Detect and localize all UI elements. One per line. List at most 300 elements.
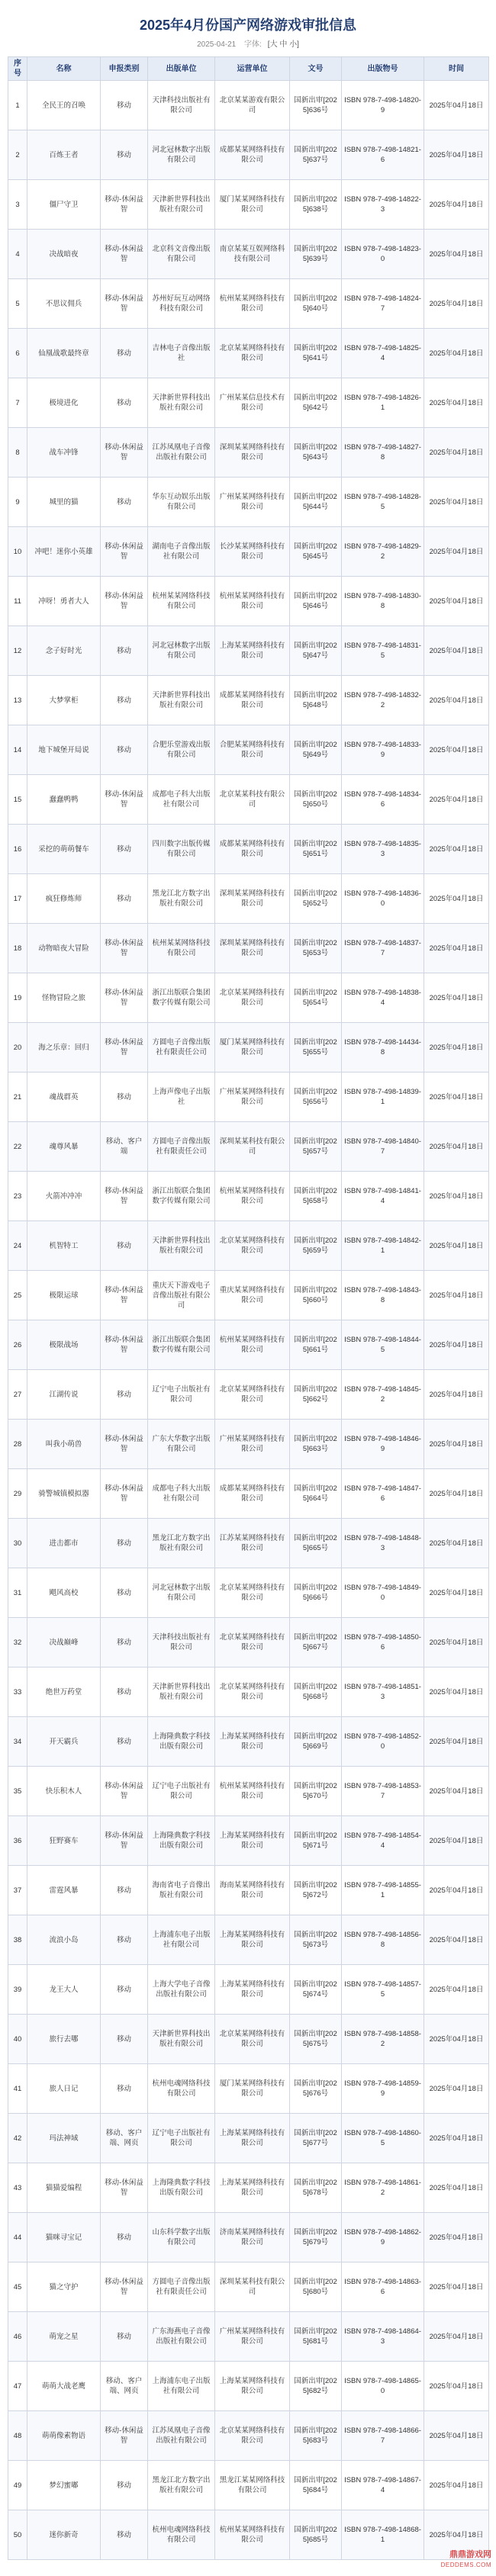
col-name-cell: 全民王的召唤 (27, 81, 101, 130)
table-row (8, 2163, 489, 2213)
col-approval-number-cell: 国新出审[2025]665号 (290, 1519, 342, 1568)
col-operator-cell: 广州某某网络科技有限公司 (215, 2312, 290, 2362)
col-publication-number-cell: ISBN 978-7-498-14840-7 (342, 1122, 424, 1172)
col-publisher-cell: 苏州好玩互动网络科技有限公司 (148, 279, 215, 329)
col-approval-number-cell: 国新出审[2025]643号 (290, 428, 342, 478)
col-date-cell: 2025年04月18日 (424, 1866, 489, 1915)
col-approval-number-cell: 国新出审[2025]662号 (290, 1370, 342, 1420)
col-index-cell: 50 (8, 2510, 27, 2560)
col-operator-cell: 厦门某某网络科技有限公司 (215, 1023, 290, 1073)
col-publication-number-cell: ISBN 978-7-498-14838-4 (342, 973, 424, 1023)
col-operator-cell: 杭州某某网络科技有限公司 (215, 1172, 290, 1221)
col-name-cell: 极限运球 (27, 1271, 101, 1320)
col-category-cell: 移动、客户端 (101, 1122, 148, 1172)
col-category-cell: 移动-休闲益智 (101, 577, 148, 626)
table-row (8, 874, 489, 924)
col-publication-number-cell: ISBN 978-7-498-14821-6 (342, 130, 424, 180)
col-category-cell: 移动-休闲益智 (101, 924, 148, 973)
col-date-cell: 2025年04月18日 (424, 2461, 489, 2510)
col-index-cell: 27 (8, 1370, 27, 1420)
col-operator-cell: 广州某某网络科技有限公司 (215, 1420, 290, 1469)
col-name-cell: 猫猫爱编程 (27, 2163, 101, 2213)
col-name-cell: 冲吧！迷你小英雄 (27, 527, 101, 577)
table-row (8, 924, 489, 973)
col-category-cell: 移动 (101, 1915, 148, 1965)
col-publisher-cell: 浙江出版联合集团数字传媒有限公司 (148, 1320, 215, 1370)
col-name-cell: 魂尊风暴 (27, 1122, 101, 1172)
col-publisher-cell: 天津新世界科技出版社有限公司 (148, 676, 215, 725)
table-row (8, 1122, 489, 1172)
col-publication-number-cell: ISBN 978-7-498-14842-1 (342, 1221, 424, 1271)
col-operator-cell: 北京某某游戏有限公司 (215, 81, 290, 130)
col-index-cell: 37 (8, 1866, 27, 1915)
col-category-cell: 移动-休闲益智 (101, 973, 148, 1023)
col-publisher-cell: 天津新世界科技出版社有限公司 (148, 180, 215, 230)
col-approval-number-cell: 国新出审[2025]672号 (290, 1866, 342, 1915)
col-index-cell: 47 (8, 2362, 27, 2411)
col-operator-cell: 深圳某某网络科技有限公司 (215, 874, 290, 924)
table-row (8, 180, 489, 230)
col-publication-number-cell: ISBN 978-7-498-14866-7 (342, 2411, 424, 2461)
col-name-cell: 旅行去哪 (27, 2015, 101, 2064)
header-col-operator: 运营单位 (215, 57, 290, 81)
col-operator-cell: 广州某某网络科技有限公司 (215, 1073, 290, 1122)
col-publisher-cell: 广东海燕电子音像出版社有限公司 (148, 2312, 215, 2362)
col-publication-number-cell: ISBN 978-7-498-14847-6 (342, 1469, 424, 1519)
col-index-cell: 21 (8, 1073, 27, 1122)
col-index-cell: 48 (8, 2411, 27, 2461)
col-index-cell: 15 (8, 775, 27, 825)
col-date-cell: 2025年04月18日 (424, 527, 489, 577)
col-category-cell: 移动 (101, 1618, 148, 1667)
col-name-cell: 冲呀！勇者大人 (27, 577, 101, 626)
col-name-cell: 蠢蠢鸭鸭 (27, 775, 101, 825)
header-col-category: 申报类别 (101, 57, 148, 81)
col-approval-number-cell: 国新出审[2025]666号 (290, 1568, 342, 1618)
font-size-label: 字体: (244, 40, 262, 49)
col-date-cell: 2025年04月18日 (424, 1767, 489, 1816)
col-date-cell: 2025年04月18日 (424, 973, 489, 1023)
col-publication-number-cell: ISBN 978-7-498-14851-3 (342, 1667, 424, 1717)
table-row (8, 676, 489, 725)
col-publication-number-cell: ISBN 978-7-498-14829-2 (342, 527, 424, 577)
col-index-cell: 39 (8, 1965, 27, 2015)
col-date-cell: 2025年04月18日 (424, 329, 489, 378)
col-date-cell: 2025年04月18日 (424, 1122, 489, 1172)
col-date-cell: 2025年04月18日 (424, 1073, 489, 1122)
col-publication-number-cell: ISBN 978-7-498-14852-0 (342, 1717, 424, 1767)
col-date-cell: 2025年04月18日 (424, 279, 489, 329)
col-approval-number-cell: 国新出审[2025]663号 (290, 1420, 342, 1469)
table-row (8, 1915, 489, 1965)
col-publisher-cell: 海南省电子音像出版社有限公司 (148, 1866, 215, 1915)
table-row (8, 1767, 489, 1816)
col-approval-number-cell: 国新出审[2025]651号 (290, 825, 342, 874)
col-publisher-cell: 上海浦东电子出版社有限公司 (148, 2362, 215, 2411)
col-publisher-cell: 天津科技出版社有限公司 (148, 1618, 215, 1667)
col-index-cell: 40 (8, 2015, 27, 2064)
col-publication-number-cell: ISBN 978-7-498-14846-9 (342, 1420, 424, 1469)
col-operator-cell: 北京某某网络科技有限公司 (215, 1568, 290, 1618)
col-category-cell: 移动-休闲益智 (101, 1172, 148, 1221)
col-name-cell: 仙凰战歌最终章 (27, 329, 101, 378)
col-approval-number-cell: 国新出审[2025]676号 (290, 2064, 342, 2114)
col-approval-number-cell: 国新出审[2025]654号 (290, 973, 342, 1023)
col-publication-number-cell: ISBN 978-7-498-14856-8 (342, 1915, 424, 1965)
col-index-cell: 36 (8, 1816, 27, 1866)
col-category-cell: 移动-休闲益智 (101, 1469, 148, 1519)
col-date-cell: 2025年04月18日 (424, 725, 489, 775)
table-row (8, 428, 489, 478)
table-header-row (8, 57, 489, 81)
table-row (8, 1965, 489, 2015)
table-row (8, 1816, 489, 1866)
col-approval-number-cell: 国新出审[2025]678号 (290, 2163, 342, 2213)
col-publication-number-cell: ISBN 978-7-498-14836-0 (342, 874, 424, 924)
col-date-cell: 2025年04月18日 (424, 378, 489, 428)
col-category-cell: 移动-休闲益智 (101, 180, 148, 230)
col-operator-cell: 北京某某网络科技有限公司 (215, 1667, 290, 1717)
table-row (8, 1370, 489, 1420)
col-approval-number-cell: 国新出审[2025]684号 (290, 2461, 342, 2510)
col-operator-cell: 深圳某某科技有限公司 (215, 2262, 290, 2312)
col-approval-number-cell: 国新出审[2025]683号 (290, 2411, 342, 2461)
col-operator-cell: 深圳某某网络科技有限公司 (215, 428, 290, 478)
col-date-cell: 2025年04月18日 (424, 1915, 489, 1965)
col-publisher-cell: 成都电子科大出版社有限公司 (148, 1469, 215, 1519)
col-publication-number-cell: ISBN 978-7-498-14844-5 (342, 1320, 424, 1370)
col-index-cell: 43 (8, 2163, 27, 2213)
col-name-cell: 迷你新奇 (27, 2510, 101, 2560)
col-operator-cell: 上海某某网络科技有限公司 (215, 1915, 290, 1965)
col-name-cell: 开天霸兵 (27, 1717, 101, 1767)
col-publication-number-cell: ISBN 978-7-498-14867-4 (342, 2461, 424, 2510)
col-date-cell: 2025年04月18日 (424, 130, 489, 180)
col-operator-cell: 长沙某某网络科技有限公司 (215, 527, 290, 577)
approval-table (8, 56, 489, 2560)
col-name-cell: 雷霆风暴 (27, 1866, 101, 1915)
col-publisher-cell: 杭州某某网络科技有限公司 (148, 924, 215, 973)
col-date-cell: 2025年04月18日 (424, 2312, 489, 2362)
col-approval-number-cell: 国新出审[2025]657号 (290, 1122, 342, 1172)
col-publisher-cell: 方圆电子音像出版社有限责任公司 (148, 2262, 215, 2312)
col-publication-number-cell: ISBN 978-7-498-14841-4 (342, 1172, 424, 1221)
table-row (8, 378, 489, 428)
col-index-cell: 11 (8, 577, 27, 626)
col-operator-cell: 北京某某网络科技有限公司 (215, 1370, 290, 1420)
table-row (8, 2114, 489, 2163)
col-operator-cell: 北京某某网络科技有限公司 (215, 2411, 290, 2461)
col-index-cell: 28 (8, 1420, 27, 1469)
col-index-cell: 17 (8, 874, 27, 924)
col-operator-cell: 杭州某某网络科技有限公司 (215, 1767, 290, 1816)
col-category-cell: 移动 (101, 2510, 148, 2560)
col-date-cell: 2025年04月18日 (424, 676, 489, 725)
table-row (8, 626, 489, 676)
col-name-cell: 江湖传说 (27, 1370, 101, 1420)
table-row (8, 478, 489, 527)
col-index-cell: 41 (8, 2064, 27, 2114)
col-date-cell: 2025年04月18日 (424, 775, 489, 825)
col-publisher-cell: 河北冠林数字出版有限公司 (148, 626, 215, 676)
col-publication-number-cell: ISBN 978-7-498-14854-4 (342, 1816, 424, 1866)
col-publisher-cell: 黑龙江北方数字出版社有限公司 (148, 2461, 215, 2510)
table-row (8, 1073, 489, 1122)
col-date-cell: 2025年04月18日 (424, 2015, 489, 2064)
col-publisher-cell: 重庆天下游戏电子音像出版社有限公司 (148, 1271, 215, 1320)
col-date-cell: 2025年04月18日 (424, 2114, 489, 2163)
table-row (8, 973, 489, 1023)
col-publication-number-cell: ISBN 978-7-498-14434-8 (342, 1023, 424, 1073)
col-publication-number-cell: ISBN 978-7-498-14822-3 (342, 180, 424, 230)
table-row (8, 1172, 489, 1221)
col-publication-number-cell: ISBN 978-7-498-14833-9 (342, 725, 424, 775)
col-date-cell: 2025年04月18日 (424, 478, 489, 527)
col-publication-number-cell: ISBN 978-7-498-14853-7 (342, 1767, 424, 1816)
col-date-cell: 2025年04月18日 (424, 2213, 489, 2262)
col-publisher-cell: 北京科文音像出版有限公司 (148, 230, 215, 279)
col-category-cell: 移动 (101, 2312, 148, 2362)
col-publisher-cell: 杭州某某网络科技有限公司 (148, 577, 215, 626)
col-operator-cell: 黑龙江某某网络科技有限公司 (215, 2461, 290, 2510)
col-index-cell: 3 (8, 180, 27, 230)
col-approval-number-cell: 国新出审[2025]677号 (290, 2114, 342, 2163)
col-category-cell: 移动 (101, 626, 148, 676)
col-approval-number-cell: 国新出审[2025]664号 (290, 1469, 342, 1519)
col-publication-number-cell: ISBN 978-7-498-14861-2 (342, 2163, 424, 2213)
col-name-cell: 魂战群英 (27, 1073, 101, 1122)
col-name-cell: 百炼王者 (27, 130, 101, 180)
table-row (8, 329, 489, 378)
header-col-index: 序号 (8, 57, 27, 81)
col-operator-cell: 上海某某网络科技有限公司 (215, 626, 290, 676)
col-approval-number-cell: 国新出审[2025]685号 (290, 2510, 342, 2560)
col-name-cell: 僵尸守卫 (27, 180, 101, 230)
col-name-cell: 机智特工 (27, 1221, 101, 1271)
table-row (8, 2461, 489, 2510)
col-approval-number-cell: 国新出审[2025]647号 (290, 626, 342, 676)
col-name-cell: 旅人日记 (27, 2064, 101, 2114)
col-category-cell: 移动 (101, 2461, 148, 2510)
col-approval-number-cell: 国新出审[2025]648号 (290, 676, 342, 725)
col-operator-cell: 海南某某网络科技有限公司 (215, 1866, 290, 1915)
col-date-cell: 2025年04月18日 (424, 1568, 489, 1618)
col-publication-number-cell: ISBN 978-7-498-14855-1 (342, 1866, 424, 1915)
table-row (8, 2213, 489, 2262)
col-publication-number-cell: ISBN 978-7-498-14839-1 (342, 1073, 424, 1122)
approval-table-container (8, 56, 488, 2560)
table-row (8, 279, 489, 329)
col-operator-cell: 上海某某网络科技有限公司 (215, 2114, 290, 2163)
col-approval-number-cell: 国新出审[2025]649号 (290, 725, 342, 775)
col-operator-cell: 上海某某网络科技有限公司 (215, 1816, 290, 1866)
col-category-cell: 移动 (101, 1717, 148, 1767)
col-date-cell: 2025年04月18日 (424, 825, 489, 874)
col-approval-number-cell: 国新出审[2025]652号 (290, 874, 342, 924)
col-publisher-cell: 杭州电魂网络科技有限公司 (148, 2064, 215, 2114)
col-publication-number-cell: ISBN 978-7-498-14865-0 (342, 2362, 424, 2411)
table-row (8, 825, 489, 874)
col-category-cell: 移动 (101, 676, 148, 725)
col-category-cell: 移动-休闲益智 (101, 1420, 148, 1469)
table-row (8, 2510, 489, 2560)
col-publisher-cell: 天津新世界科技出版社有限公司 (148, 2015, 215, 2064)
col-operator-cell: 厦门某某网络科技有限公司 (215, 2064, 290, 2114)
table-row (8, 1618, 489, 1667)
header-col-publisher: 出版单位 (148, 57, 215, 81)
col-date-cell: 2025年04月18日 (424, 626, 489, 676)
col-date-cell: 2025年04月18日 (424, 2411, 489, 2461)
col-name-cell: 极限战场 (27, 1320, 101, 1370)
col-publisher-cell: 杭州电魂网络科技有限公司 (148, 2510, 215, 2560)
col-approval-number-cell: 国新出审[2025]650号 (290, 775, 342, 825)
col-date-cell: 2025年04月18日 (424, 1271, 489, 1320)
site-watermark (441, 2550, 491, 2570)
col-index-cell: 31 (8, 1568, 27, 1618)
col-category-cell: 移动 (101, 1866, 148, 1915)
col-category-cell: 移动-休闲益智 (101, 775, 148, 825)
col-date-cell: 2025年04月18日 (424, 81, 489, 130)
col-publication-number-cell: ISBN 978-7-498-14858-2 (342, 2015, 424, 2064)
col-date-cell: 2025年04月18日 (424, 230, 489, 279)
col-index-cell: 4 (8, 230, 27, 279)
col-index-cell: 33 (8, 1667, 27, 1717)
header-col-date: 时间 (424, 57, 489, 81)
col-publisher-cell: 河北冠林数字出版有限公司 (148, 1568, 215, 1618)
table-row (8, 775, 489, 825)
col-approval-number-cell: 国新出审[2025]675号 (290, 2015, 342, 2064)
table-row (8, 1420, 489, 1469)
col-date-cell: 2025年04月18日 (424, 1172, 489, 1221)
col-date-cell: 2025年04月18日 (424, 1816, 489, 1866)
col-publication-number-cell: ISBN 978-7-498-14837-7 (342, 924, 424, 973)
col-name-cell: 决战巅峰 (27, 1618, 101, 1667)
col-publication-number-cell: ISBN 978-7-498-14824-7 (342, 279, 424, 329)
col-publisher-cell: 辽宁电子出版社有限公司 (148, 1370, 215, 1420)
page-meta (0, 40, 496, 50)
col-category-cell: 移动 (101, 2213, 148, 2262)
col-publication-number-cell: ISBN 978-7-498-14857-5 (342, 1965, 424, 2015)
table-row (8, 725, 489, 775)
col-publication-number-cell: ISBN 978-7-498-14835-3 (342, 825, 424, 874)
col-date-cell: 2025年04月18日 (424, 2262, 489, 2312)
col-date-cell: 2025年04月18日 (424, 1420, 489, 1469)
col-category-cell: 移动 (101, 874, 148, 924)
col-operator-cell: 成都某某网络科技有限公司 (215, 1469, 290, 1519)
col-name-cell: 绝世万药堂 (27, 1667, 101, 1717)
col-date-cell: 2025年04月18日 (424, 1519, 489, 1568)
col-approval-number-cell: 国新出审[2025]653号 (290, 924, 342, 973)
col-publisher-cell: 上海隆典数字科技出版有限公司 (148, 1816, 215, 1866)
col-category-cell: 移动-休闲益智 (101, 2411, 148, 2461)
col-publication-number-cell: ISBN 978-7-498-14826-1 (342, 378, 424, 428)
col-approval-number-cell: 国新出审[2025]658号 (290, 1172, 342, 1221)
col-index-cell: 42 (8, 2114, 27, 2163)
table-row (8, 1568, 489, 1618)
col-operator-cell: 合肥某某网络科技有限公司 (215, 725, 290, 775)
col-index-cell: 2 (8, 130, 27, 180)
col-index-cell: 35 (8, 1767, 27, 1816)
col-category-cell: 移动-休闲益智 (101, 1023, 148, 1073)
col-name-cell: 城里的猫 (27, 478, 101, 527)
col-category-cell: 移动-休闲益智 (101, 2262, 148, 2312)
col-index-cell: 13 (8, 676, 27, 725)
col-index-cell: 12 (8, 626, 27, 676)
col-operator-cell: 厦门某某网络科技有限公司 (215, 180, 290, 230)
col-name-cell: 大梦掌柜 (27, 676, 101, 725)
col-publisher-cell: 方圆电子音像出版社有限责任公司 (148, 1122, 215, 1172)
col-name-cell: 梦幻蜜嘟 (27, 2461, 101, 2510)
col-publisher-cell: 上海大学电子音像出版社有限公司 (148, 1965, 215, 2015)
col-approval-number-cell: 国新出审[2025]637号 (290, 130, 342, 180)
col-publisher-cell: 辽宁电子出版社有限公司 (148, 1767, 215, 1816)
col-publisher-cell: 湖南电子音像出版社有限公司 (148, 527, 215, 577)
col-index-cell: 30 (8, 1519, 27, 1568)
font-size-toggle[interactable]: [大 中 小] (267, 40, 299, 49)
col-operator-cell: 杭州某某网络科技有限公司 (215, 577, 290, 626)
col-index-cell: 19 (8, 973, 27, 1023)
col-category-cell: 移动-休闲益智 (101, 527, 148, 577)
col-publisher-cell: 浙江出版联合集团数字传媒有限公司 (148, 1172, 215, 1221)
header-col-name: 名称 (27, 57, 101, 81)
col-publication-number-cell: ISBN 978-7-498-14834-6 (342, 775, 424, 825)
col-publisher-cell: 华东互动娱乐出版有限公司 (148, 478, 215, 527)
col-publication-number-cell: ISBN 978-7-498-14859-9 (342, 2064, 424, 2114)
col-category-cell: 移动 (101, 1221, 148, 1271)
table-body (8, 81, 489, 2560)
col-operator-cell: 广州某某信息技术有限公司 (215, 378, 290, 428)
col-name-cell: 疯狂修炼师 (27, 874, 101, 924)
col-index-cell: 25 (8, 1271, 27, 1320)
col-publication-number-cell: ISBN 978-7-498-14832-2 (342, 676, 424, 725)
col-operator-cell: 上海某某网络科技有限公司 (215, 1717, 290, 1767)
col-name-cell: 极境进化 (27, 378, 101, 428)
table-row (8, 1519, 489, 1568)
col-index-cell: 16 (8, 825, 27, 874)
page-title: 2025年4月份国产网络游戏审批信息 (139, 18, 357, 33)
col-operator-cell: 成都某某网络科技有限公司 (215, 825, 290, 874)
col-index-cell: 1 (8, 81, 27, 130)
col-category-cell: 移动-休闲益智 (101, 2163, 148, 2213)
col-publication-number-cell: ISBN 978-7-498-14831-5 (342, 626, 424, 676)
col-publisher-cell: 天津新世界科技出版社有限公司 (148, 1221, 215, 1271)
col-operator-cell: 成都某某网络科技有限公司 (215, 676, 290, 725)
col-publication-number-cell: ISBN 978-7-498-14849-0 (342, 1568, 424, 1618)
col-publication-number-cell: ISBN 978-7-498-14850-6 (342, 1618, 424, 1667)
table-row (8, 2262, 489, 2312)
col-category-cell: 移动 (101, 329, 148, 378)
table-row (8, 1320, 489, 1370)
col-publisher-cell: 天津新世界科技出版社有限公司 (148, 378, 215, 428)
table-row (8, 1023, 489, 1073)
col-date-cell: 2025年04月18日 (424, 1221, 489, 1271)
col-operator-cell: 上海某某网络科技有限公司 (215, 2362, 290, 2411)
col-approval-number-cell: 国新出审[2025]655号 (290, 1023, 342, 1073)
col-date-cell: 2025年04月18日 (424, 2510, 489, 2560)
col-index-cell: 5 (8, 279, 27, 329)
col-publisher-cell: 吉林电子音像出版社 (148, 329, 215, 378)
col-category-cell: 移动 (101, 2015, 148, 2064)
col-name-cell: 飓风高校 (27, 1568, 101, 1618)
col-category-cell: 移动 (101, 1073, 148, 1122)
col-approval-number-cell: 国新出审[2025]640号 (290, 279, 342, 329)
col-operator-cell: 重庆某某网络科技有限公司 (215, 1271, 290, 1320)
col-publication-number-cell: ISBN 978-7-498-14863-6 (342, 2262, 424, 2312)
col-category-cell: 移动 (101, 1370, 148, 1420)
col-index-cell: 9 (8, 478, 27, 527)
col-approval-number-cell: 国新出审[2025]668号 (290, 1667, 342, 1717)
col-publication-number-cell: ISBN 978-7-498-14820-9 (342, 81, 424, 130)
